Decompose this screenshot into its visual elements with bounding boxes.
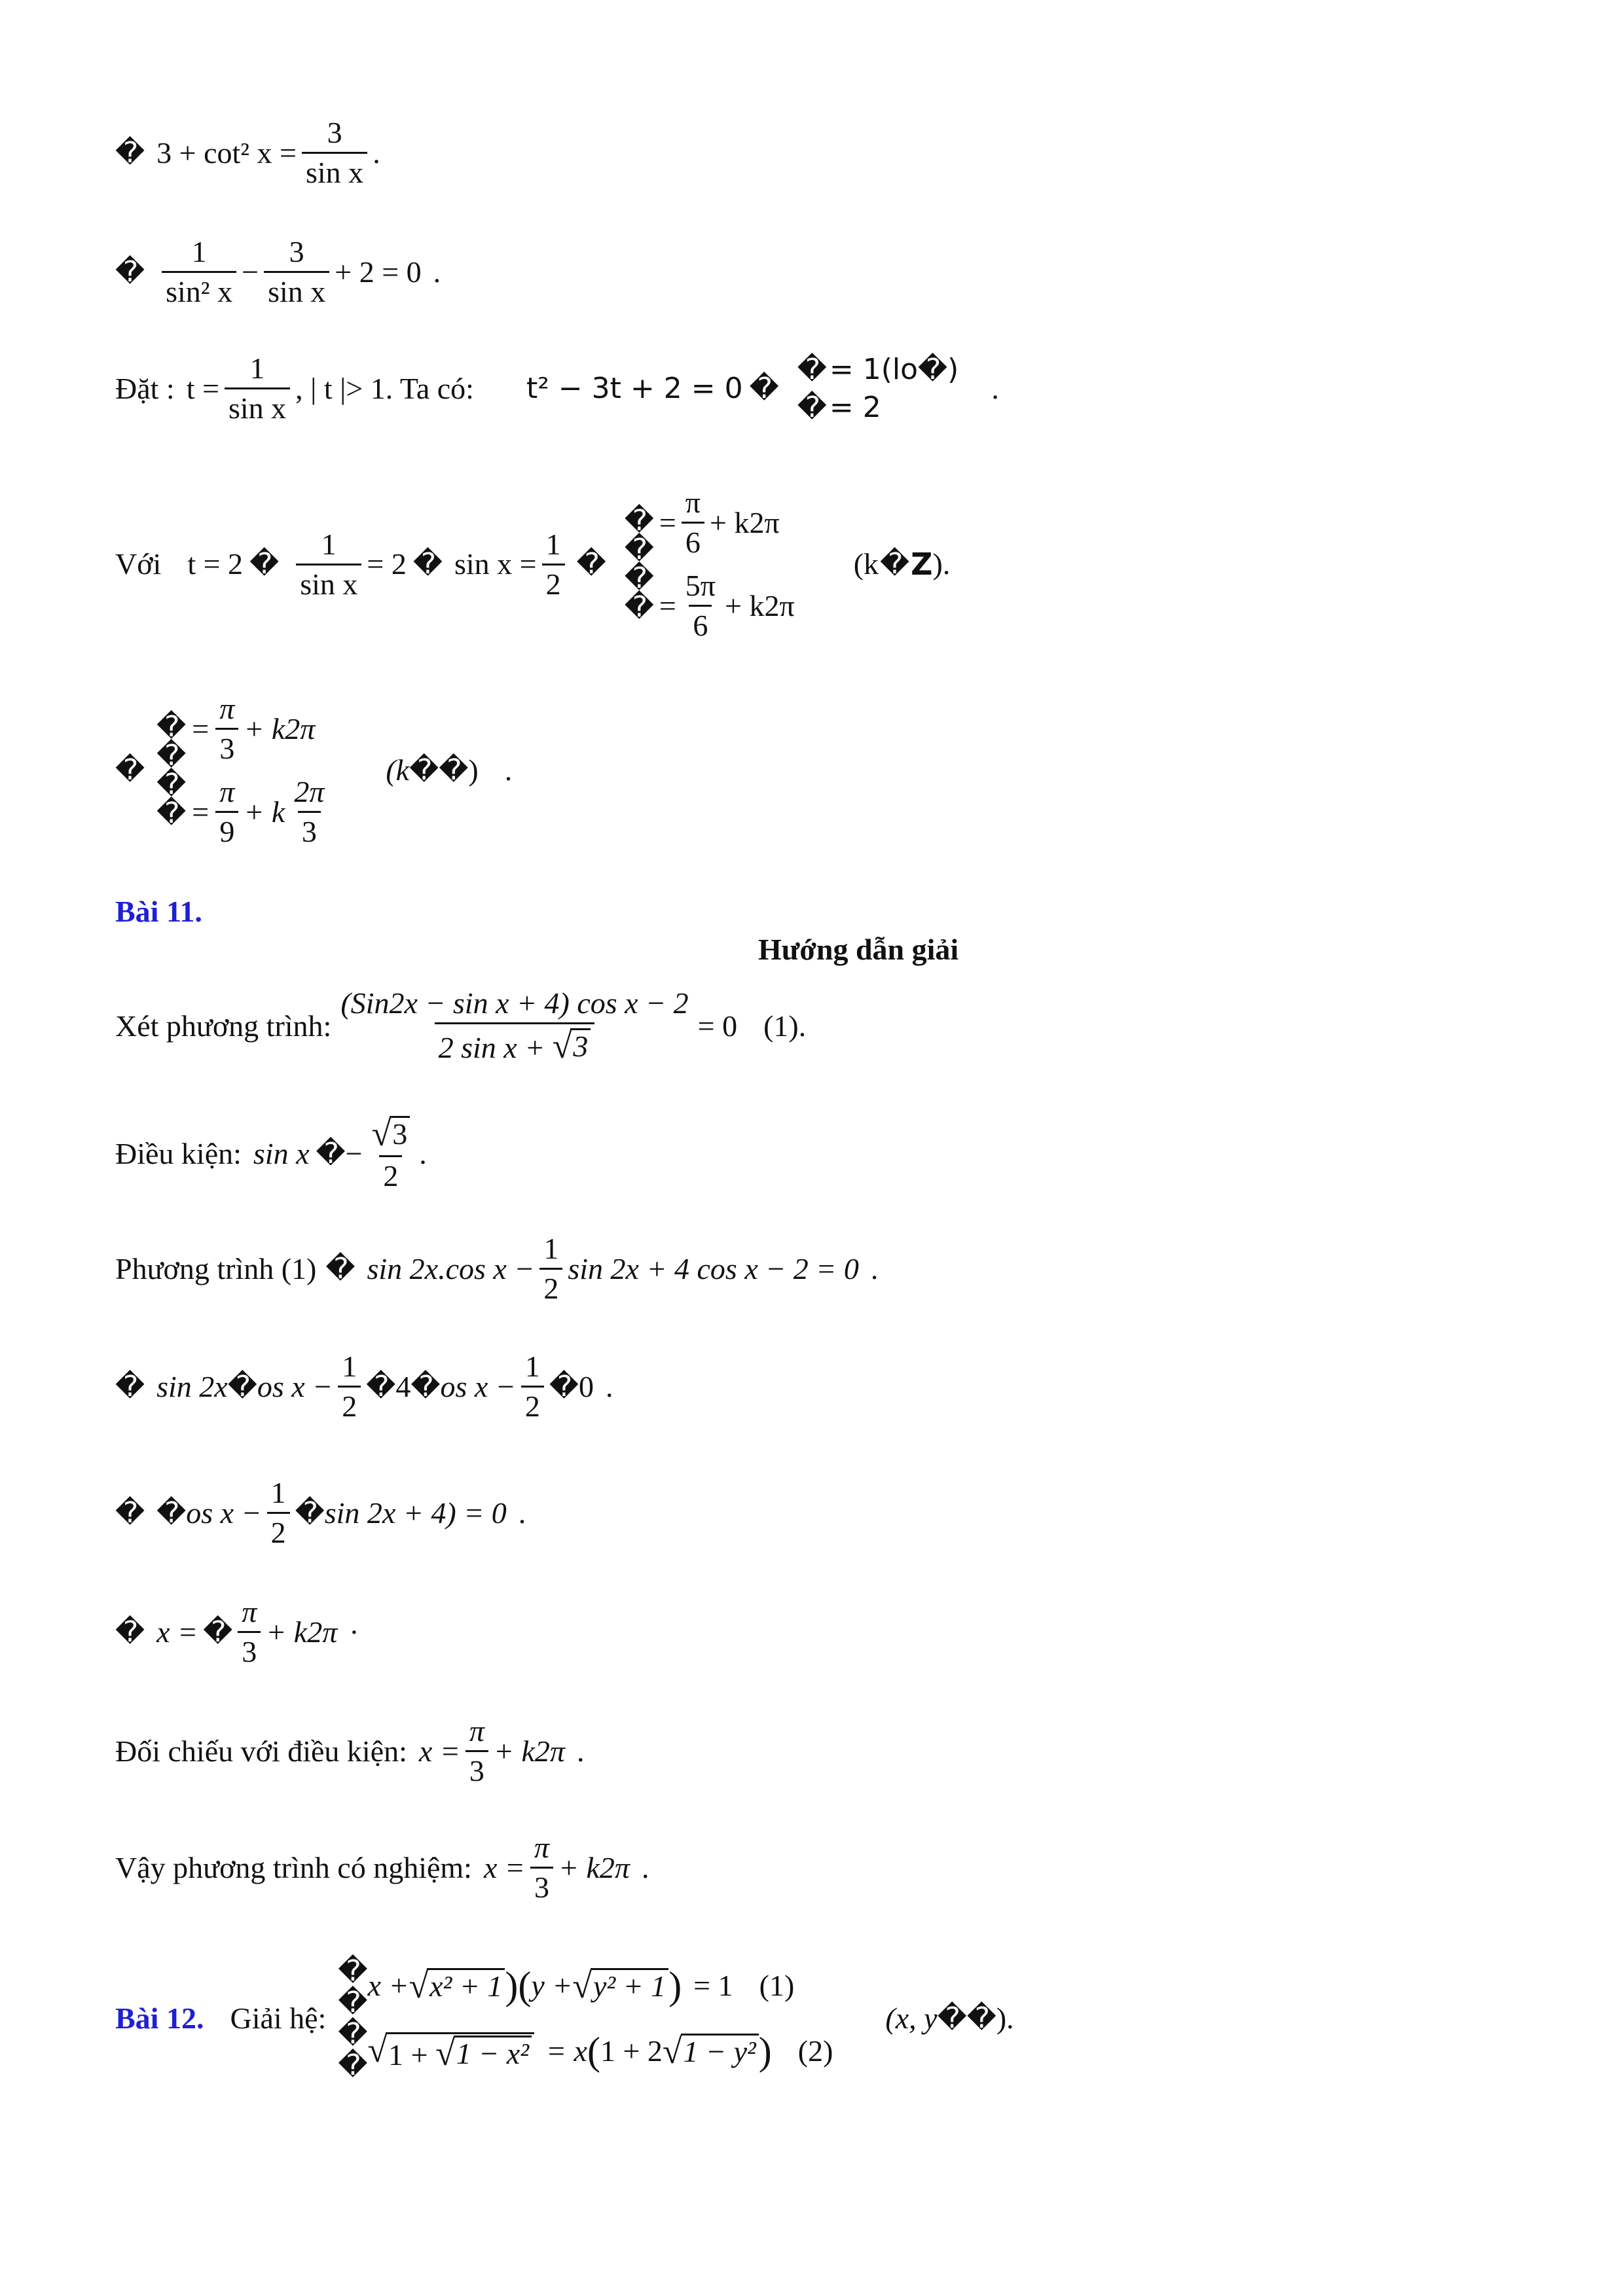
missing-glyph: �	[966, 2001, 996, 2035]
numerator: 3	[327, 116, 342, 149]
fraction	[215, 694, 238, 764]
denominator: sin x	[264, 271, 329, 307]
kz-close: ).	[932, 547, 951, 581]
term: + k	[244, 795, 285, 829]
denominator: 2	[539, 1268, 562, 1304]
pt-label: Phương trình (1)	[115, 1251, 317, 1285]
equation-statement	[115, 988, 806, 1064]
numerator: 1	[524, 1350, 540, 1383]
square-root: √ 1 − x²	[435, 2036, 532, 2071]
missing-glyph: �	[338, 2017, 368, 2051]
case-line	[797, 390, 959, 424]
expression: x +	[367, 1969, 409, 2002]
fraction	[225, 353, 290, 423]
k-open: (k	[386, 753, 410, 787]
expression: + k2π	[266, 1615, 338, 1649]
eq1-lhs: 3 + cot² x =	[156, 135, 297, 170]
integer-set: Z	[911, 547, 933, 582]
numerator: 1	[270, 1476, 286, 1509]
period: .	[605, 1369, 613, 1403]
term: + k2π	[244, 711, 316, 745]
substitution-line	[115, 353, 999, 423]
missing-glyph: �	[249, 547, 280, 581]
missing-glyph: �	[576, 547, 606, 581]
period: .	[991, 371, 999, 405]
equation-line-1	[115, 118, 380, 188]
expression: + k2π	[558, 1850, 630, 1884]
missing-glyph: �	[325, 1251, 356, 1285]
missing-glyph: �	[366, 1369, 396, 1403]
period: .	[373, 135, 380, 170]
missing-glyph: �	[624, 562, 654, 595]
sin-equals: sin x =	[454, 547, 537, 581]
fraction	[264, 237, 329, 307]
equivalent-equation-line	[115, 1234, 878, 1304]
missing-glyph: �	[338, 1954, 368, 1988]
fraction	[337, 988, 692, 1064]
missing-glyph: �	[918, 352, 948, 386]
fraction	[267, 1478, 290, 1548]
expression: sin 2x + 4 cos x − 2 = 0	[568, 1251, 859, 1285]
period: .	[433, 255, 441, 289]
expression: y +	[531, 1969, 573, 2002]
solution-system	[625, 488, 795, 641]
solution-system-line	[115, 694, 512, 847]
missing-glyph: �	[338, 2049, 368, 2082]
dot: ·	[349, 1615, 359, 1649]
fraction	[539, 1234, 562, 1304]
missing-glyph: �	[797, 390, 827, 424]
missing-glyph: �	[338, 1986, 368, 2019]
equals: =	[190, 711, 211, 745]
solution-line	[659, 571, 795, 641]
missing-glyph: �	[156, 739, 187, 772]
numerator: π	[242, 1595, 257, 1628]
kz-open: (k	[853, 547, 879, 581]
conclusion-line	[115, 1833, 649, 1903]
eq2-rest: + 2 = 0	[335, 255, 422, 289]
denominator: 2	[338, 1386, 361, 1422]
radicand	[386, 2032, 534, 2071]
numerator: π	[219, 775, 235, 808]
missing-glyph: �	[316, 1136, 346, 1170]
equals: =	[659, 588, 676, 622]
giai-he-label: Giải hệ:	[230, 2001, 327, 2035]
denominator-text: 2 sin x +	[438, 1031, 553, 1064]
period: .	[419, 1136, 427, 1170]
denominator: 3	[530, 1867, 553, 1903]
square-root: √ 3	[372, 1116, 410, 1151]
radicand: 1 − y²	[681, 2034, 759, 2069]
missing-glyph: �	[115, 135, 145, 170]
expression: os x −	[257, 1369, 333, 1403]
expression: sin 2x + 4) = 0	[324, 1496, 507, 1530]
step-line-3	[115, 1597, 359, 1667]
system-equation-2: √ 1 + √ 1 − x² = x ( 1 + 2 √ 1 − y² ) (2)	[367, 2030, 833, 2073]
numerator: 5π	[685, 569, 716, 602]
numerator: 1	[342, 1350, 357, 1383]
condition-text: , | t |> 1. Ta có:	[295, 371, 474, 405]
case-1-tail: )	[947, 352, 959, 386]
t-equals: t =	[186, 371, 219, 405]
step-line-2	[115, 1478, 526, 1548]
denominator: sin x	[296, 564, 361, 600]
xet-label: Xét phương trình:	[115, 1009, 332, 1043]
section-heading-bai-11: Bài 11.	[115, 895, 202, 928]
equals: =	[190, 795, 211, 829]
denominator: 2	[542, 564, 565, 600]
numerator: 1	[191, 235, 207, 268]
missing-glyph: �	[156, 710, 187, 744]
expression: os x −	[440, 1369, 516, 1403]
missing-glyph: �	[115, 1369, 145, 1403]
denominator: sin x	[302, 152, 367, 188]
missing-glyph: �	[115, 255, 145, 289]
radicand: 1 − x²	[454, 2036, 532, 2071]
fraction	[215, 777, 238, 847]
radicand-text: 1 +	[388, 2037, 436, 2072]
missing-glyph: �	[156, 797, 187, 830]
case-solution-line	[115, 488, 950, 641]
square-root: √ y² + 1	[572, 1968, 668, 2003]
missing-glyph: �	[227, 1369, 257, 1403]
domain-open: (x, y	[885, 2001, 938, 2035]
solution-line	[190, 777, 333, 847]
missing-glyph: �	[937, 2001, 967, 2035]
system-equation-1: x + √ x² + 1 )( y + √ y² + 1 ) = 1 (1)	[367, 1964, 795, 2007]
period: .	[641, 1850, 649, 1884]
missing-glyph: �	[203, 1615, 233, 1649]
fraction	[302, 118, 367, 188]
expression: 4	[395, 1369, 411, 1403]
equals-2: = 2	[367, 547, 407, 581]
dc-label: Đối chiếu với điều kiện:	[115, 1734, 407, 1768]
square-root: √ x² + 1	[409, 1968, 505, 2003]
period: .	[576, 1734, 585, 1768]
numerator: 2π	[294, 775, 325, 808]
missing-glyph: �	[156, 768, 187, 801]
fraction	[162, 237, 236, 307]
radicand: 3	[570, 1028, 591, 1064]
t-equals-2: t = 2	[187, 547, 244, 581]
expression: 0	[578, 1369, 594, 1403]
dk-expression: sin x	[253, 1136, 310, 1170]
k-close: )	[468, 753, 479, 787]
equals-zero: = 0	[697, 1009, 738, 1043]
step-line-1	[115, 1352, 613, 1422]
missing-glyph: �	[115, 1615, 145, 1649]
quadratic: t² − 3t + 2 = 0	[526, 371, 743, 405]
radicand: x² + 1	[427, 1968, 505, 2003]
expression: sin 2x	[156, 1369, 228, 1403]
missing-glyph: �	[624, 504, 654, 537]
denominator: 9	[215, 811, 238, 847]
solution-line	[190, 694, 333, 764]
section-heading-bai-12: Bài 12.	[115, 2001, 204, 2035]
equation-tag: (2)	[797, 2034, 833, 2068]
denominator: 2	[521, 1386, 544, 1422]
numerator: 3	[289, 235, 304, 268]
missing-glyph: �	[295, 1496, 325, 1530]
expression: = x	[545, 2034, 587, 2068]
missing-glyph: �	[156, 1496, 187, 1530]
dk-label: Điều kiện:	[115, 1136, 242, 1170]
expression: x =	[418, 1734, 460, 1768]
expression: = 1	[693, 1969, 733, 2002]
solution-guide-heading: Hướng dẫn giải	[758, 933, 959, 966]
denominator	[435, 1022, 595, 1064]
missing-glyph: �	[797, 352, 827, 386]
problem-12-line	[115, 1954, 1014, 2082]
denominator: 3	[238, 1631, 261, 1667]
expression: sin 2x.cos x −	[367, 1251, 535, 1285]
denominator: sin x	[225, 387, 290, 423]
radicand: y² + 1	[591, 1968, 668, 2003]
expression: x =	[483, 1850, 525, 1884]
fraction	[368, 1116, 414, 1191]
square-root: √ 3	[553, 1028, 591, 1064]
radicand: 3	[390, 1116, 410, 1151]
denominator: 3	[215, 728, 238, 764]
fraction	[296, 529, 361, 600]
condition-line	[115, 1116, 427, 1191]
equation-line-2	[115, 237, 441, 307]
fraction	[465, 1716, 488, 1786]
numerator: 1	[321, 527, 337, 561]
equals: =	[659, 505, 676, 539]
case-2: = 2	[829, 390, 881, 424]
denominator: 6	[682, 522, 704, 558]
case-system	[797, 352, 959, 424]
numerator: π	[534, 1831, 549, 1864]
missing-glyph: �	[410, 1369, 441, 1403]
numerator: 1	[545, 527, 561, 561]
vay-label: Vậy phương trình có nghiệm:	[115, 1850, 472, 1884]
denominator: 6	[689, 605, 712, 641]
numerator	[368, 1116, 414, 1155]
expression: 1 + 2	[600, 2034, 663, 2068]
missing-glyph: �	[439, 753, 469, 787]
missing-glyph: �	[624, 533, 654, 566]
fraction	[290, 777, 328, 847]
expression: os x −	[186, 1496, 262, 1530]
term: + k2π	[710, 505, 780, 539]
missing-glyph: �	[409, 753, 439, 787]
square-root: √ 1 + √ 1 − x²	[368, 2032, 534, 2071]
denominator: sin² x	[162, 271, 236, 307]
numerator: 1	[543, 1232, 559, 1265]
missing-glyph: �	[412, 547, 443, 581]
square-root: √ 1 − y²	[663, 2034, 759, 2069]
numerator: 1	[249, 351, 265, 385]
domain-close: ).	[996, 2001, 1014, 2035]
fraction	[521, 1352, 544, 1422]
fraction	[238, 1597, 261, 1667]
numerator: (Sin2x − sin x + 4) cos x − 2	[340, 986, 689, 1020]
expression: x =	[156, 1615, 198, 1649]
expression: + k2π	[493, 1734, 565, 1768]
fraction	[338, 1352, 361, 1422]
voi-label: Với	[115, 547, 162, 581]
solution-line	[659, 488, 795, 558]
missing-glyph: �	[880, 547, 910, 581]
denominator: 3	[465, 1750, 488, 1786]
minus-sign: −	[242, 255, 259, 289]
missing-glyph: �	[749, 371, 779, 405]
term: + k2π	[725, 588, 795, 622]
period: .	[870, 1251, 879, 1285]
period: .	[518, 1496, 526, 1530]
equation-tag: (1)	[759, 1969, 795, 2002]
dat-label: Đặt :	[115, 371, 175, 405]
fraction	[682, 488, 704, 558]
numerator: π	[469, 1714, 484, 1748]
fraction	[530, 1833, 553, 1903]
compare-condition-line	[115, 1716, 584, 1786]
denominator: 2	[379, 1155, 402, 1191]
denominator: 3	[298, 811, 321, 847]
denominator: 2	[267, 1512, 290, 1548]
numerator: π	[219, 692, 235, 725]
numerator: π	[685, 486, 701, 519]
fraction	[542, 529, 565, 600]
case-1: = 1(lo	[829, 352, 919, 386]
period: .	[504, 753, 513, 787]
equation-tag: (1).	[763, 1009, 807, 1043]
missing-glyph: �	[549, 1369, 579, 1403]
missing-glyph: �	[115, 1496, 145, 1530]
case-line	[797, 352, 959, 386]
missing-glyph: �	[624, 590, 654, 624]
fraction	[682, 571, 720, 641]
minus-sign: −	[345, 1136, 363, 1170]
missing-glyph: �	[115, 753, 145, 787]
